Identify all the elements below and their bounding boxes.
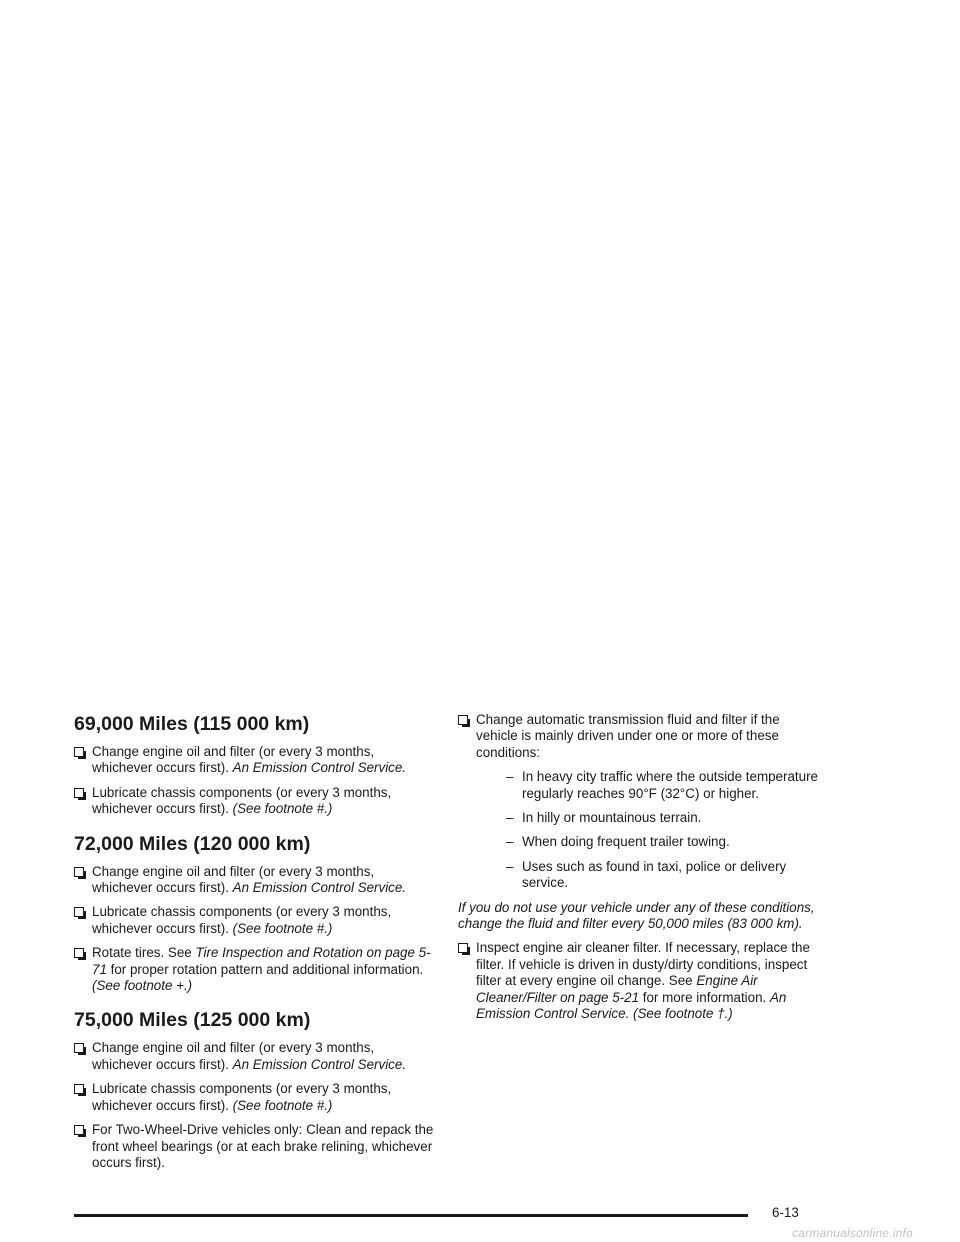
condition-text: In hilly or mountainous terrain. <box>522 810 702 826</box>
section-heading-75000: 75,000 Miles (125 000 km) <box>74 1009 311 1032</box>
item-note: (See footnote #.) <box>232 1097 333 1113</box>
condition-item <box>500 769 824 802</box>
item-text: Lubricate chassis components (or every 3 months, whichever occurs first). <box>92 1081 392 1113</box>
watermark: carmanualsonline.info <box>792 1226 913 1240</box>
conditions-list <box>458 769 824 891</box>
item-text: Change engine oil and filter (or every 3 months, whichever occurs first). <box>92 1040 375 1072</box>
dash-icon: – <box>506 810 514 826</box>
item-note: An Emission Control Service. <box>232 760 407 776</box>
checkbox-icon[interactable] <box>458 715 468 725</box>
item-text: Change automatic transmission fluid and filter if the vehicle is mainly driven under one or more of these conditions: <box>476 712 780 760</box>
checklist-item-air-cleaner <box>458 940 824 1022</box>
item-reference: Tire Inspection and Rotation on page 5-71 <box>92 945 431 977</box>
checklist-item <box>74 864 436 897</box>
checklist-item <box>74 1081 436 1114</box>
item-note: (See footnote #.) <box>232 801 333 817</box>
item-text: Change engine oil and filter (or every 3 months, whichever occurs first). <box>92 744 375 776</box>
item-text-continued: for more information. <box>639 989 770 1005</box>
condition-text: Uses such as found in taxi, police or delivery service. <box>522 858 787 891</box>
dash-icon: – <box>506 769 514 785</box>
checklist-item <box>74 785 436 818</box>
fluid-change-note: If you do not use your vehicle under any of these conditions, change the fluid and filter every 50,000 miles (83 000 km). <box>458 899 815 932</box>
checklist-item-transmission <box>458 712 824 761</box>
checkbox-icon[interactable] <box>74 788 84 798</box>
checklist-item <box>74 1122 436 1171</box>
right-column <box>458 712 824 1031</box>
dash-icon: – <box>506 834 514 850</box>
checklist-item <box>74 744 436 777</box>
checkbox-icon[interactable] <box>74 907 84 917</box>
page-number: 6-13 <box>772 1205 799 1220</box>
checkbox-icon[interactable] <box>458 943 468 953</box>
item-text: For Two-Wheel-Drive vehicles only: Clean and repack the front wheel bearings (or at each brake relining, whichever occurs first). <box>92 1122 434 1170</box>
section-heading-72000: 72,000 Miles (120 000 km) <box>74 832 311 855</box>
item-text: Change engine oil and filter (or every 3 months, whichever occurs first). <box>92 863 375 896</box>
condition-text: When doing frequent trailer towing. <box>522 834 730 850</box>
checkbox-icon[interactable] <box>74 1043 84 1053</box>
condition-item <box>500 810 824 826</box>
section-heading-69000: 69,000 Miles (115 000 km) <box>74 713 310 735</box>
checkbox-icon[interactable] <box>74 948 84 958</box>
footer-rule <box>74 1214 748 1217</box>
checkbox-icon[interactable] <box>74 1084 84 1094</box>
checklist-item <box>74 945 436 994</box>
item-note: An Emission Control Service. <box>232 880 407 896</box>
item-note: (See footnote #.) <box>232 920 333 936</box>
left-column <box>74 712 436 1179</box>
item-text: Rotate tires. See <box>92 945 196 961</box>
item-reference: Engine Air Cleaner/Filter on page 5-21 <box>476 973 758 1005</box>
item-note: An Emission Control Service. (See footnote †.) <box>476 989 787 1022</box>
condition-item <box>500 834 824 850</box>
item-text-continued: for proper rotation pattern and additional information. <box>106 961 424 977</box>
checkbox-icon[interactable] <box>74 867 84 877</box>
item-text: Lubricate chassis components (or every 3 months, whichever occurs first). <box>92 904 392 936</box>
checklist-item <box>74 904 436 937</box>
item-note: An Emission Control Service. <box>232 1056 407 1072</box>
item-text: Inspect engine air cleaner filter. If necessary, replace the filter. If vehicle is driven in dusty/dirty conditions, inspect filter at every engine oil change. See <box>476 940 810 989</box>
condition-text: In heavy city traffic where the outside temperature regularly reaches 90°F (32°C) or higher. <box>522 769 818 801</box>
checklist-item <box>74 1040 436 1073</box>
checkbox-icon[interactable] <box>74 1125 84 1135</box>
dash-icon: – <box>506 858 514 874</box>
condition-item <box>500 859 824 892</box>
item-text: Lubricate chassis components (or every 3 months, whichever occurs first). <box>92 784 392 817</box>
checkbox-icon[interactable] <box>74 747 84 757</box>
item-note: (See footnote +.) <box>92 978 193 994</box>
